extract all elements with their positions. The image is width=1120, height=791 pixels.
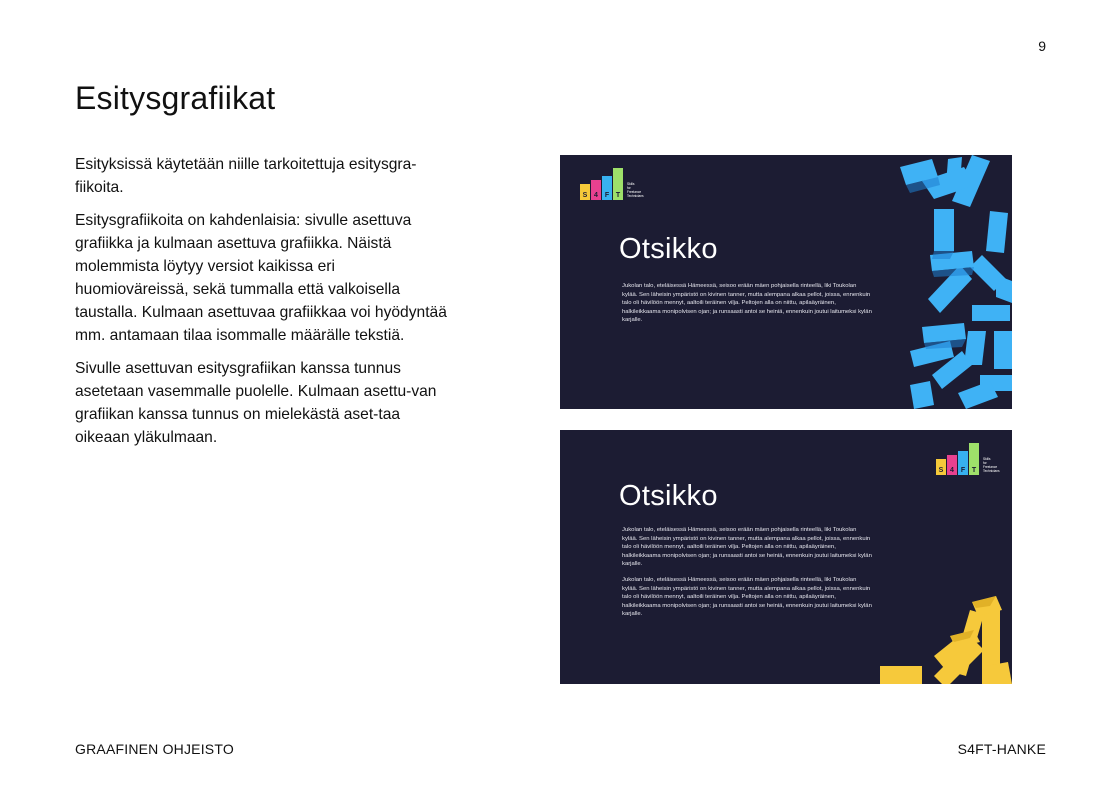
slide-body-paragraph: Jukolan talo, eteläisessä Hämeessä, seisoo erään mäen pohjaisella rinteellä, liki Toukolan kylää. Sen läheisin ympäristö on kivinen tanner, mutta alempana alkaa pellot, joissa, ennenkuin talo oli hävilöön mennyt, aaltoili teräinen vilja. Peltojen alla on niittu, apilaäyräinen, halkileikkaama monipolvisen ojan; ja runsaasti antoi se heiniä, ennenkuin joutui laitumeksi kylän karjalle. [622,283,872,324]
logo-tagline-line: Freelance [627,190,642,194]
logo-tagline-line: Freelance [983,465,998,469]
paragraph-1: Esityksissä käytetään niille tarkoitettuja esitysgra-fiikoita. [75,156,417,196]
logo-tagline-line: for [983,461,987,465]
slide-body-paragraph: Jukolan talo, eteläisessä Hämeessä, seisoo erään mäen pohjaisella rinteellä, liki Toukolan kylää. Sen läheisin ympäristö on kivinen tanner, mutta alempana alkaa pellot, joissa, ennenkuin talo oli hävilöön mennyt, aaltoili teräinen vilja. Peltojen alla on niittu, apilaäyräinen, halkileikkaama monipolvisen ojan; ja runsaasti antoi se heiniä, ennenkuin joutui laitumeksi kylän karjalle. [622,576,872,618]
footer-left: GRAAFINEN OHJEISTO [75,741,234,757]
logo-letter-4: 4 [591,180,601,200]
logo-letter-t: T [613,168,623,200]
logo-tagline-line: Technicians [983,469,1000,473]
logo-letter-f: F [958,451,968,475]
logo-letter-t: T [969,443,979,475]
blue-side-graphic [560,155,1012,409]
logo-tagline-line: for [627,186,631,190]
body-text [75,153,447,459]
footer-right: S4FT-HANKE [957,741,1046,757]
logo-tagline-line: Skills [627,182,635,186]
page-title: Esitysgrafiikat [75,80,276,116]
logo-tagline-line: Skills [983,457,991,461]
logo-letter-s: S [936,459,946,475]
yellow-corner-graphic [560,430,1012,684]
slide-corner-graphic [560,430,1012,684]
logo-tagline-line: Technicians [627,194,644,198]
logo-letter-4: 4 [947,455,957,475]
paragraph-2: Esitysgrafiikoita on kahdenlaisia: sivulle asettuva grafiikka ja kulmaan asettuva grafiikka. Näistä molemmista löytyy versiot kaikissa eri huomioväreissä, sekä tummalla että valkoisella taustalla. Kulmaan asettuvaa grafiikkaa voi hyödyntää mm. antamaan tilaa isommalle määrälle tekstiä. [75,212,447,344]
slide-side-graphic [560,155,1012,409]
slide-title: Otsikko [619,233,718,265]
logo-letter-s: S [580,184,590,200]
logo-letter-f: F [602,176,612,200]
paragraph-3: Sivulle asettuvan esitysgrafiikan kanssa tunnus asetetaan vasemmalle puolelle. Kulmaan asettu-van grafiikan kanssa tunnus on mielekästä aset-taa oikeaan yläkulmaan. [75,360,437,446]
slide-body-paragraph: Jukolan talo, eteläisessä Hämeessä, seisoo erään mäen pohjaisella rinteellä, liki Toukolan kylää. Sen läheisin ympäristö on kivinen tanner, mutta alempana alkaa pellot, joissa, ennenkuin talo oli hävilöön mennyt, aaltoili teräinen vilja. Peltojen alla on niittu, apilaäyräinen, halkileikkaama monipolvisen ojan; ja runsaasti antoi se heiniä, ennenkuin joutui laitumeksi kylän karjalle. [622,527,872,568]
page-number: 9 [1038,38,1046,54]
slide-title: Otsikko [619,480,718,512]
